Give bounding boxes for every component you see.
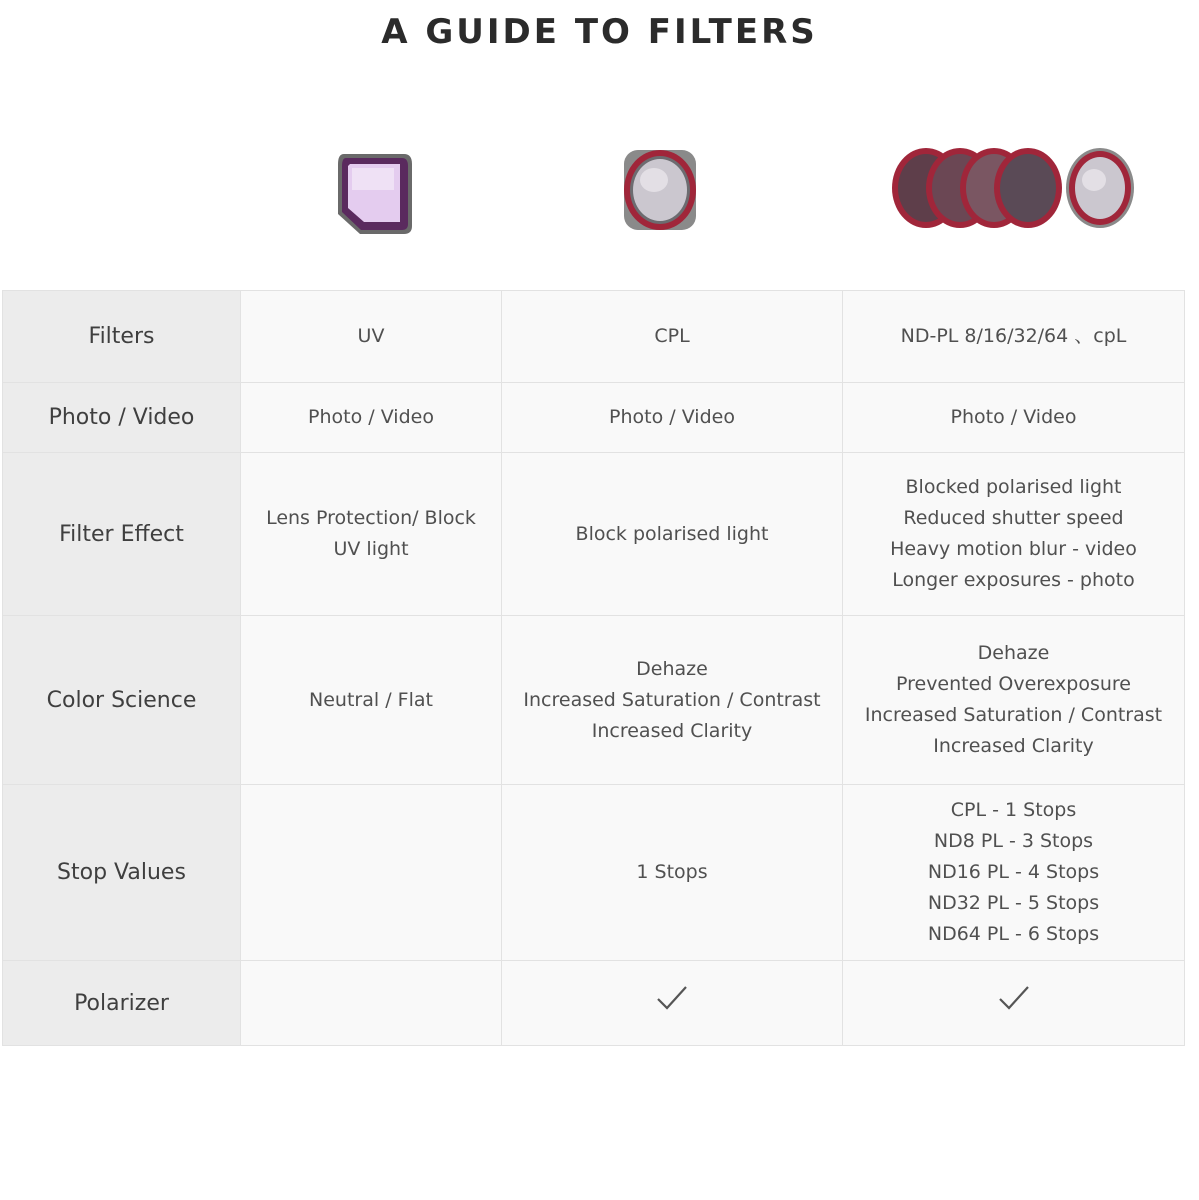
table-cell xyxy=(241,616,502,785)
cell-text: CPL xyxy=(654,325,690,347)
cell-text: Prevented Overexposure xyxy=(895,673,1131,695)
table-cell xyxy=(843,616,1185,785)
table-row xyxy=(3,785,1185,961)
row-header: Stop Values xyxy=(3,785,241,961)
table-cell xyxy=(843,383,1185,453)
page-title: A GUIDE TO FILTERS xyxy=(381,12,818,52)
cell-text: Photo / Video xyxy=(609,406,735,428)
row-header: Filter Effect xyxy=(3,453,241,616)
checkmark-icon xyxy=(655,996,689,1018)
cell-text: Neutral / Flat xyxy=(309,688,433,711)
filter-comparison-table xyxy=(2,290,1185,1046)
cell-text: ND16 PL - 4 Stops xyxy=(927,861,1100,883)
cell-text: Increased Saturation / Contrast xyxy=(864,704,1163,726)
table-row xyxy=(3,961,1185,1046)
cell-text: 1 Stops xyxy=(636,861,708,883)
cell-text: Photo / Video xyxy=(308,406,434,428)
table-cell xyxy=(502,453,843,616)
table-row xyxy=(3,383,1185,453)
cell-text: Photo / Video xyxy=(950,406,1077,428)
cell-text: ND64 PL - 6 Stops xyxy=(927,923,1100,945)
cell-text: Blocked polarised light xyxy=(905,476,1122,498)
cell-text: Dehaze xyxy=(636,657,708,680)
table-cell xyxy=(843,961,1185,1046)
cell-text: Block polarised light xyxy=(575,522,769,545)
cell-text: Reduced shutter speed xyxy=(903,507,1124,529)
table-cell xyxy=(502,785,843,961)
cell-text: ND32 PL - 5 Stops xyxy=(927,892,1100,914)
cell-text: ND-PL 8/16/32/64 、cpL xyxy=(900,325,1127,347)
row-header: Color Science xyxy=(3,616,241,785)
table-cell xyxy=(502,961,843,1046)
cell-text: Heavy motion blur - video xyxy=(890,538,1137,560)
cell-text: Increased Saturation / Contrast xyxy=(523,688,821,711)
table-cell xyxy=(502,616,843,785)
cell-text: CPL - 1 Stops xyxy=(950,799,1077,821)
table-row xyxy=(3,453,1185,616)
table-cell xyxy=(241,961,502,1046)
cell-text: ND8 PL - 3 Stops xyxy=(933,830,1094,852)
cell-text: Lens Protection/ Block xyxy=(266,507,476,529)
cpl-filter-image xyxy=(620,146,700,232)
table-row xyxy=(3,291,1185,383)
cell-text: Increased Clarity xyxy=(591,719,753,742)
row-header: Filters xyxy=(3,291,241,383)
table-cell xyxy=(241,785,502,961)
table-cell xyxy=(843,453,1185,616)
cell-text: UV xyxy=(357,325,385,347)
checkmark-icon xyxy=(997,996,1031,1018)
table-cell xyxy=(241,453,502,616)
table-cell xyxy=(241,291,502,383)
nd-pl-filter-set-image xyxy=(888,146,1142,232)
cell-text: Increased Clarity xyxy=(933,735,1094,757)
row-header: Polarizer xyxy=(3,961,241,1046)
table-cell xyxy=(502,383,843,453)
table-cell xyxy=(843,291,1185,383)
uv-filter-image xyxy=(334,150,414,236)
table-cell xyxy=(502,291,843,383)
cell-text: UV light xyxy=(333,538,409,560)
table-cell xyxy=(843,785,1185,961)
cell-text: Longer exposures - photo xyxy=(892,569,1135,591)
row-header: Photo / Video xyxy=(3,383,241,453)
table-row xyxy=(3,616,1185,785)
cell-text: Dehaze xyxy=(977,642,1050,664)
table-cell xyxy=(241,383,502,453)
